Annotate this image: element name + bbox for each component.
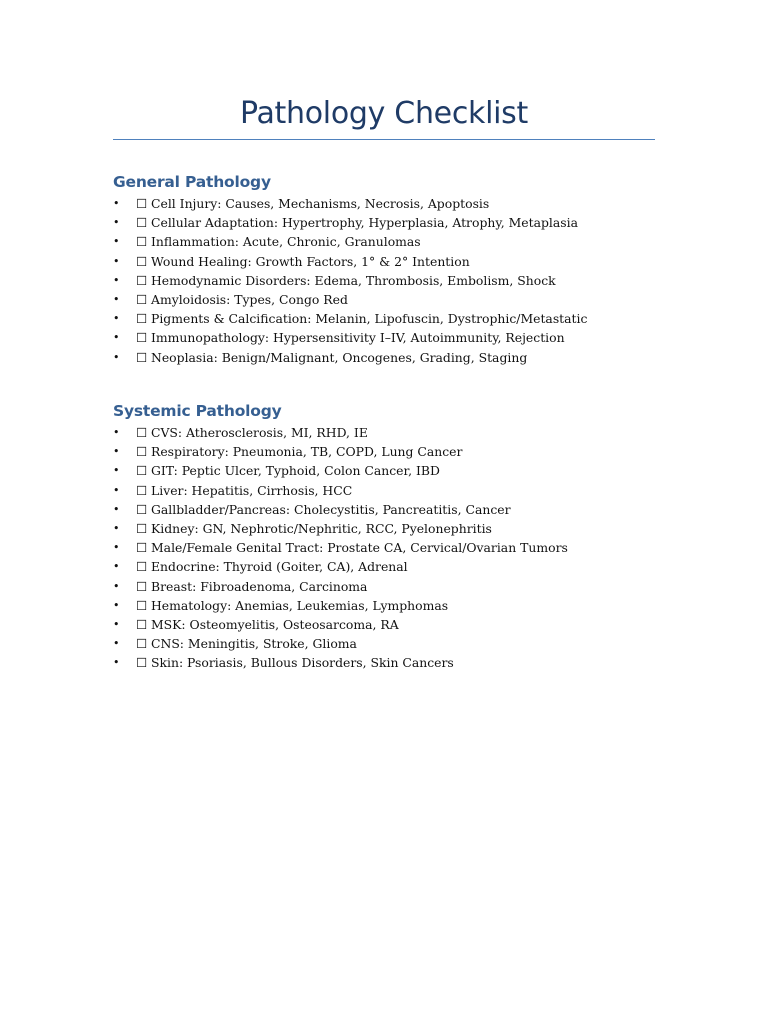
checklist-item bbox=[113, 519, 673, 538]
bullet-icon: • bbox=[113, 254, 120, 268]
checklist-item bbox=[113, 328, 673, 347]
checklist-item bbox=[113, 596, 673, 615]
page-title: Pathology Checklist bbox=[240, 96, 528, 131]
bullet-icon: • bbox=[113, 656, 120, 670]
checkbox-icon[interactable]: ☐ bbox=[136, 291, 148, 307]
checklist-item-text: MSK: Osteomyelitis, Osteosarcoma, RA bbox=[151, 616, 399, 632]
bullet-icon: • bbox=[113, 637, 120, 651]
checklist-item-text: Inflammation: Acute, Chronic, Granulomas bbox=[151, 234, 421, 250]
checklist-item bbox=[113, 538, 673, 557]
checkbox-icon[interactable]: ☐ bbox=[136, 215, 148, 231]
bullet-icon: • bbox=[113, 598, 120, 612]
checklist-item bbox=[113, 461, 673, 480]
checkbox-icon[interactable]: ☐ bbox=[136, 330, 148, 346]
checklist-item bbox=[113, 634, 673, 653]
bullet-icon: • bbox=[113, 235, 120, 249]
checklist-item-text: Gallbladder/Pancreas: Cholecystitis, Pancreatitis, Cancer bbox=[151, 501, 511, 517]
checklist-item-text: CNS: Meningitis, Stroke, Glioma bbox=[151, 636, 357, 652]
bullet-icon: • bbox=[113, 292, 120, 306]
checklist bbox=[113, 423, 673, 672]
bullet-icon: • bbox=[113, 216, 120, 230]
checklist-item-text: Male/Female Genital Tract: Prostate CA, Cervical/Ovarian Tumors bbox=[151, 540, 568, 556]
checklist-item-text: Pigments & Calcification: Melanin, Lipofuscin, Dystrophic/Metastatic bbox=[151, 311, 588, 327]
checklist-item-text: Cell Injury: Causes, Mechanisms, Necrosis, Apoptosis bbox=[151, 196, 490, 211]
bullet-icon: • bbox=[113, 617, 120, 631]
bullet-icon: • bbox=[113, 350, 120, 364]
checkbox-icon[interactable]: ☐ bbox=[136, 349, 148, 365]
checkbox-icon[interactable]: ☐ bbox=[136, 463, 148, 479]
bullet-icon: • bbox=[113, 312, 120, 326]
checklist-item-text: Respiratory: Pneumonia, TB, COPD, Lung Cancer bbox=[151, 444, 463, 460]
checkbox-icon[interactable]: ☐ bbox=[136, 272, 148, 288]
checklist-item bbox=[113, 309, 673, 328]
checkbox-icon[interactable]: ☐ bbox=[136, 311, 148, 327]
title-underline bbox=[113, 139, 655, 140]
checklist-item-text: Hematology: Anemias, Leukemias, Lymphomas bbox=[151, 597, 449, 613]
checklist-item-text: Kidney: GN, Nephrotic/Nephritic, RCC, Pyelonephritis bbox=[151, 520, 492, 536]
checkbox-icon[interactable]: ☐ bbox=[136, 655, 148, 671]
checklist-item-text: Wound Healing: Growth Factors, 1° & 2° Intention bbox=[151, 253, 470, 269]
bullet-icon: • bbox=[113, 521, 120, 535]
bullet-icon: • bbox=[113, 273, 120, 287]
checkbox-icon[interactable]: ☐ bbox=[136, 636, 148, 652]
bullet-icon: • bbox=[113, 502, 120, 516]
checklist-item bbox=[113, 442, 673, 461]
checklist-item-text: Immunopathology: Hypersensitivity I–IV, Autoimmunity, Rejection bbox=[151, 330, 565, 346]
section-heading: General Pathology bbox=[113, 173, 271, 191]
section-systemic-pathology bbox=[113, 400, 673, 672]
checklist-item-text: Hemodynamic Disorders: Edema, Thrombosis, Embolism, Shock bbox=[151, 272, 556, 288]
checklist-item bbox=[113, 290, 673, 309]
bullet-icon: • bbox=[113, 560, 120, 574]
checklist-item-text: Skin: Psoriasis, Bullous Disorders, Skin Cancers bbox=[151, 655, 454, 671]
checklist-item bbox=[113, 577, 673, 596]
checkbox-icon[interactable]: ☐ bbox=[136, 234, 148, 250]
checklist-item-text: Cellular Adaptation: Hypertrophy, Hyperplasia, Atrophy, Metaplasia bbox=[151, 215, 578, 231]
bullet-icon: • bbox=[113, 541, 120, 555]
checkbox-icon[interactable]: ☐ bbox=[136, 520, 148, 536]
checklist-item bbox=[113, 615, 673, 634]
checklist-item bbox=[113, 213, 673, 232]
bullet-icon: • bbox=[113, 197, 120, 210]
checklist-item-text: Amyloidosis: Types, Congo Red bbox=[151, 291, 348, 307]
checkbox-icon[interactable]: ☐ bbox=[136, 597, 148, 613]
checkbox-icon[interactable]: ☐ bbox=[136, 196, 148, 211]
checklist-item-text: Liver: Hepatitis, Cirrhosis, HCC bbox=[151, 482, 353, 498]
section-heading: Systemic Pathology bbox=[113, 402, 282, 420]
checkbox-icon[interactable]: ☐ bbox=[136, 425, 148, 440]
bullet-icon: • bbox=[113, 464, 120, 478]
checkbox-icon[interactable]: ☐ bbox=[136, 616, 148, 632]
checkbox-icon[interactable]: ☐ bbox=[136, 578, 148, 594]
checkbox-icon[interactable]: ☐ bbox=[136, 444, 148, 460]
bullet-icon: • bbox=[113, 445, 120, 459]
checklist-item-text: Endocrine: Thyroid (Goiter, CA), Adrenal bbox=[151, 559, 408, 575]
checklist-item bbox=[113, 271, 673, 290]
checklist-item bbox=[113, 500, 673, 519]
checklist-item bbox=[113, 252, 673, 271]
checklist-item bbox=[113, 557, 673, 576]
bullet-icon: • bbox=[113, 331, 120, 345]
section-general-pathology bbox=[113, 171, 673, 367]
checklist-item bbox=[113, 194, 673, 213]
bullet-icon: • bbox=[113, 483, 120, 497]
bullet-icon: • bbox=[113, 426, 120, 439]
checklist bbox=[113, 194, 673, 367]
checklist-item bbox=[113, 653, 673, 672]
checkbox-icon[interactable]: ☐ bbox=[136, 540, 148, 556]
checkbox-icon[interactable]: ☐ bbox=[136, 559, 148, 575]
checkbox-icon[interactable]: ☐ bbox=[136, 501, 148, 517]
checklist-item-text: CVS: Atherosclerosis, MI, RHD, IE bbox=[151, 425, 368, 440]
checkbox-icon[interactable]: ☐ bbox=[136, 482, 148, 498]
checklist-item-text: Breast: Fibroadenoma, Carcinoma bbox=[151, 578, 368, 594]
checklist-item-text: Neoplasia: Benign/Malignant, Oncogenes, Grading, Staging bbox=[151, 349, 528, 365]
bullet-icon: • bbox=[113, 579, 120, 593]
checkbox-icon[interactable]: ☐ bbox=[136, 253, 148, 269]
checklist-item bbox=[113, 348, 673, 367]
checklist-item bbox=[113, 232, 673, 251]
checklist-item bbox=[113, 481, 673, 500]
checklist-item-text: GIT: Peptic Ulcer, Typhoid, Colon Cancer, IBD bbox=[151, 463, 440, 479]
checklist-item bbox=[113, 423, 673, 442]
